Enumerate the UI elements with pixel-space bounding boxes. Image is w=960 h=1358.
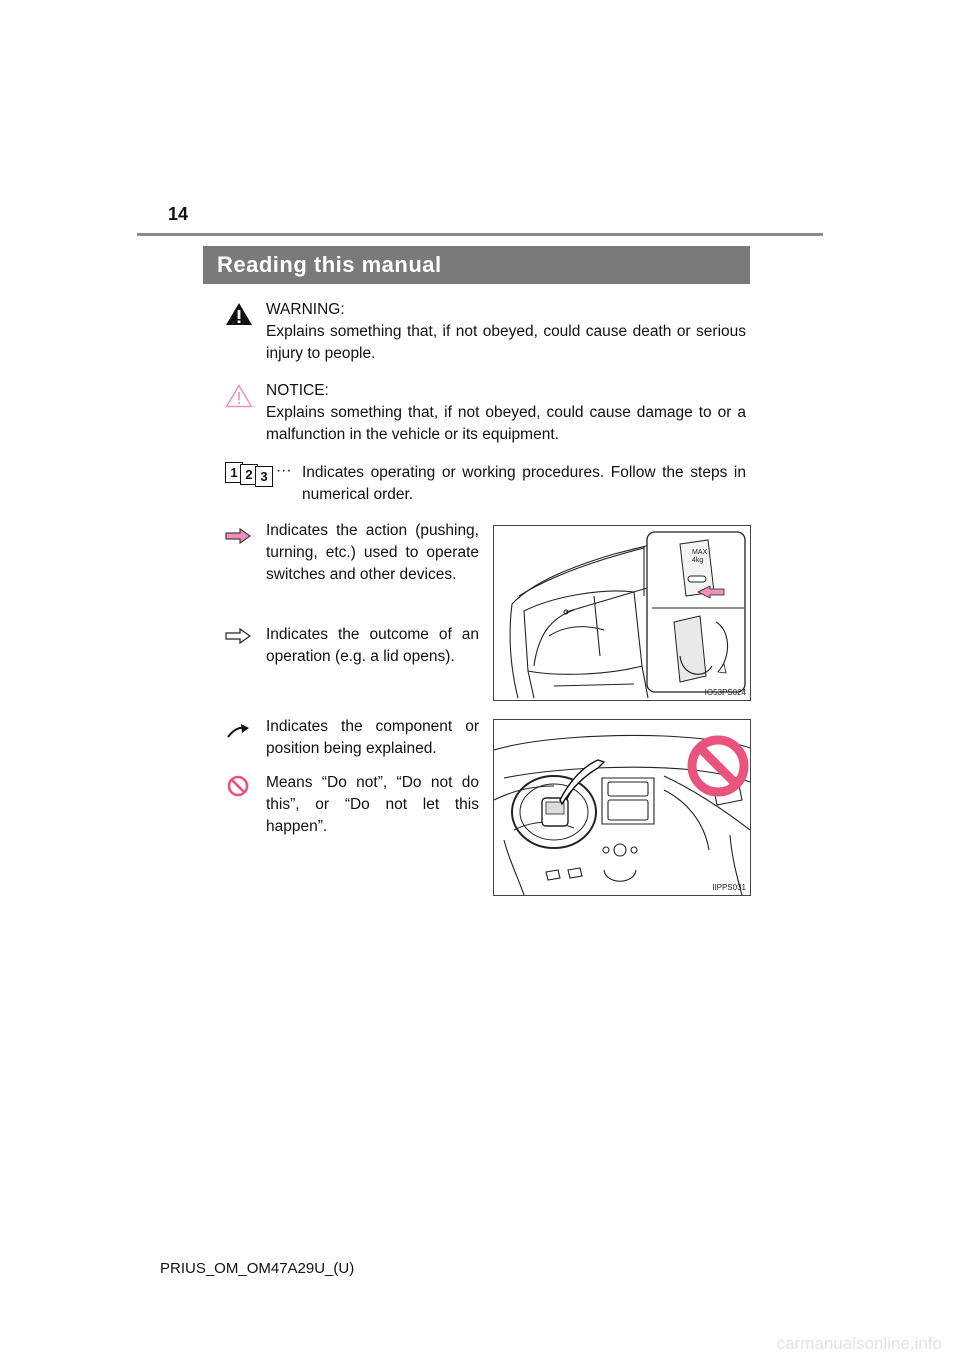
watermark-text: carmanualsonline.info [776, 1334, 942, 1353]
dashboard-figure-code: IIPPS031 [712, 883, 746, 892]
action-arrow-icon [225, 528, 251, 544]
warning-icon [225, 302, 253, 326]
luggage-figure-code: IO53PS024 [704, 688, 746, 697]
prohibited-description: Means “Do not”, “Do not do this”, or “Do not let this happen”. [266, 774, 479, 835]
dashboard-illustration [494, 720, 750, 895]
document-code-footer: PRIUS_OM_OM47A29U_(U) [160, 1260, 355, 1277]
warning-description: Explains something that, if not obeyed, could cause death or serious injury to people. [266, 323, 746, 362]
hook-label-max: MAX [692, 549, 708, 556]
warning-label: WARNING: [266, 301, 345, 318]
action-description: Indicates the action (pushing, turning, etc.) used to operate switches and other devices. [266, 522, 479, 583]
luggage-illustration [494, 526, 750, 700]
dashboard-figure [493, 719, 751, 896]
step-badge-3: 3 [255, 466, 273, 487]
notice-description: Explains something that, if not obeyed, could cause damage to or a malfunction in the vehicle or its equipment. [266, 404, 746, 443]
step-badge-1: 1 [225, 462, 243, 483]
component-description: Indicates the component or position being explained. [266, 718, 479, 757]
component-pointer-icon [226, 723, 250, 739]
step-badge-2: 2 [240, 464, 258, 485]
steps-description: Indicates operating or working procedures. Follow the steps in numerical order. [302, 464, 746, 503]
steps-ellipsis: ··· [276, 462, 292, 479]
outcome-description: Indicates the outcome of an operation (e.g. a lid opens). [266, 626, 479, 665]
prohibited-icon [227, 775, 249, 797]
luggage-hook-figure [493, 525, 751, 701]
section-title: Reading this manual [203, 246, 750, 284]
outcome-arrow-icon [225, 628, 251, 644]
hook-label-kg: 4kg [692, 557, 704, 564]
page-number: 14 [168, 204, 189, 224]
notice-label: NOTICE: [266, 382, 329, 399]
top-rule [137, 233, 823, 236]
notice-icon [225, 384, 253, 408]
